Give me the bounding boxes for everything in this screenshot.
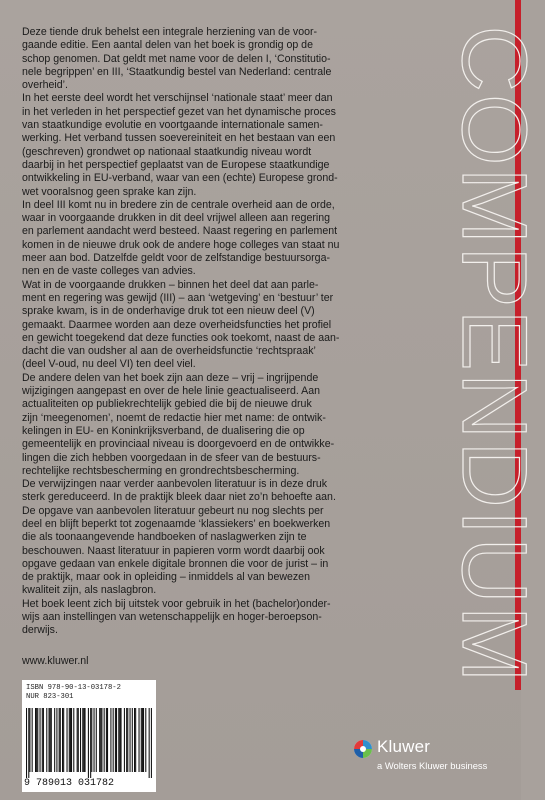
blurb-line: wijs aan instellingen van wetenschappelijk en hoger-beroepson-	[22, 611, 322, 624]
blurb-line: sprake kwam, is in de onderhavige druk tot een nieuw deel (V)	[22, 305, 315, 318]
barcode-bar	[143, 708, 144, 772]
barcode-bar	[85, 708, 86, 772]
blurb-line: wet vooralsnog geen sprake kan zijn.	[22, 185, 197, 198]
publisher-block	[353, 737, 513, 781]
blurb-line: ment en regering was gewijd (III) – aan ‘wetgeving’ en ‘bestuur’ ter	[22, 291, 334, 304]
barcode-bar	[36, 708, 37, 772]
barcode-bar	[134, 708, 135, 772]
blurb-line: (deel V-oud, nu deel VI) ten deel viel.	[22, 358, 196, 371]
barcode-bar	[60, 708, 61, 772]
blurb-line: de praktijk, maar ook in opleiding – inmiddels al van bewezen	[22, 571, 310, 584]
barcode-bar	[59, 708, 60, 772]
blurb-line: in het verleden in het perspectief gezet van het dynamische proces	[22, 105, 336, 118]
barcode-bar	[94, 708, 95, 772]
blurb-line: ontwikkeling in EU-verband, waar van een (echte) Europese grond-	[22, 172, 338, 185]
blurb-line: gaande editie. Een aantal delen van het boek is grondig op de	[22, 39, 313, 52]
barcode-bar	[29, 708, 30, 772]
barcode-bar	[51, 708, 52, 772]
blurb-line: waar in voorgaande drukken in dit deel vrijwel alleen aan regering	[22, 212, 330, 225]
barcode-panel	[22, 680, 156, 792]
barcode-bar	[121, 708, 122, 772]
barcode-bar	[101, 708, 102, 772]
blurb-line: die als toonaangevende handboeken of naslagwerken zijn te	[22, 531, 307, 544]
barcode-bar	[32, 708, 33, 772]
blurb-line: schop genomen. Dat geldt met name voor de delen I, ‘Constitutio-	[22, 52, 331, 65]
barcode-bar	[124, 708, 125, 772]
blurb-line: Het boek leent zich bij uitstek voor gebruik in het (bachelor)onder-	[22, 597, 331, 610]
blurb-line: beschouwen. Naast literatuur in papieren vorm wordt daarbij ook	[22, 544, 325, 557]
barcode-bar	[69, 708, 70, 772]
blurb-line: Wat in de voorgaande drukken – binnen het deel dat aan parle-	[22, 278, 319, 291]
barcode-bar	[28, 708, 29, 778]
barcode-bar	[49, 708, 50, 772]
barcode-bar	[100, 708, 101, 772]
barcode-bar	[56, 708, 57, 772]
barcode-bar	[83, 708, 84, 772]
blurb-line: gemeentelijk en provinciaal niveau is doorgevoerd en de ontwikke-	[22, 438, 335, 451]
barcode-bar	[106, 708, 107, 772]
barcode-bar	[115, 708, 116, 772]
barcode-bar	[142, 708, 143, 772]
blurb-line: werking. Het verband tussen soevereiniteit en het bestaan van een	[22, 132, 336, 145]
blurb-line: Deze tiende druk behelst een integrale herziening van de voor-	[22, 26, 318, 38]
barcode-bar	[132, 708, 133, 772]
barcode-bar	[42, 708, 43, 772]
blurb-line: nele begrippen’ en III, ‘Staatkundig bestel van Nederland: centrale	[22, 65, 332, 78]
barcode-bar	[91, 708, 92, 772]
barcode-bar	[46, 708, 47, 772]
blurb-line: van staatkundige evolutie en voortgaande internationale samen-	[22, 119, 323, 132]
barcode-bar	[26, 708, 27, 778]
barcode-bar	[135, 708, 136, 772]
barcode-bar	[82, 708, 83, 772]
barcode-bar	[119, 708, 120, 772]
blurb-line: komen in de nieuwe druk ook de andere hoge colleges van staat nu	[22, 238, 340, 251]
blurb-line: nen en de vaste colleges van advies.	[22, 265, 196, 278]
barcode-bar	[99, 708, 100, 772]
barcode-image	[26, 708, 152, 778]
barcode-bar	[73, 708, 74, 772]
blurb-line: opgave gedaan van enkele digitale bronnen die voor de jurist – in	[22, 557, 329, 570]
barcode-bar	[96, 708, 97, 772]
barcode-digits: 9 789013 031782	[24, 778, 115, 789]
barcode-bar	[88, 708, 89, 778]
barcode-bar	[90, 708, 91, 778]
barcode-bar	[40, 708, 41, 772]
barcode-bar	[37, 708, 38, 772]
blurb-line: meer aan bod. Datzelfde geldt voor de zelfstandige bestuursorga-	[22, 252, 330, 265]
barcode-bar	[130, 708, 131, 772]
barcode-bar	[67, 708, 68, 772]
publisher-name: Kluwer	[377, 737, 431, 756]
barcode-bar	[149, 708, 150, 778]
barcode-bar	[62, 708, 63, 772]
blurb-line: De verwijzingen naar verder aanbevolen literatuur is in deze druk	[22, 478, 328, 491]
barcode-bar	[118, 708, 119, 772]
barcode-bar	[141, 708, 142, 772]
blurb-line: daarbij in het perspectief geplaatst van de Europese staatkundige	[22, 158, 330, 171]
barcode-bar	[71, 708, 72, 772]
isbn-text: ISBN 978-90-13-03178-2	[26, 684, 121, 692]
barcode-bar	[110, 708, 111, 772]
barcode-bar	[78, 708, 79, 772]
barcode-bar	[43, 708, 44, 772]
blurb-line: kelingen in EU- en Koninkrijksverband, de dualisering die op	[22, 424, 305, 437]
blurb-line: derwijs.	[22, 624, 58, 637]
barcode-bar	[107, 708, 108, 772]
blurb-line: dacht die van oudsher al aan de overheidsfunctie ‘rechtspraak’	[22, 345, 316, 358]
barcode-bar	[50, 708, 51, 772]
barcode-bar	[127, 708, 128, 772]
blurb-line: gemaakt. Daarmee worden aan deze overheidsfuncties het profiel	[22, 318, 332, 331]
blurb-line: In het eerste deel wordt het verschijnsel ‘nationale staat’ meer dan	[22, 92, 333, 105]
blurb-text	[22, 26, 360, 638]
blurb-line: en gewicht toegekend dat deze functies ook toekomt, naast de aan-	[22, 331, 340, 344]
blurb-line: De opgave van aanbevolen literatuur gebeurt nu nog slechts per	[22, 504, 324, 517]
blurb-line: kwaliteit zijn, als naslagbron.	[22, 584, 157, 597]
barcode-bar	[54, 708, 55, 772]
barcode-bar	[104, 708, 105, 772]
barcode-bar	[35, 708, 36, 772]
blurb-line: De andere delen van het boek zijn aan deze – vrij – ingrijpende	[22, 371, 319, 384]
blurb-line: In deel III komt nu in bredere zin de centrale overheid aan de orde,	[22, 198, 335, 211]
barcode-bar	[63, 708, 64, 772]
nur-text: NUR 823-301	[26, 693, 74, 701]
barcode-bar	[126, 708, 127, 772]
publisher-tagline: a Wolters Kluwer business	[377, 760, 488, 771]
blurb-line: (geschreven) grondwet op nationaal staatkundig niveau wordt	[22, 145, 312, 158]
blurb-line: wijzigingen aangepast en over de hele linie geactualiseerd. Aan	[22, 385, 321, 398]
blurb-line: en parlement aandacht werd besteed. Naast regering en parlement	[22, 225, 338, 238]
barcode-bar	[80, 708, 81, 772]
blurb-line: actualiteiten op publiekrechtelijk gebied die bij de nieuwe druk	[22, 398, 312, 411]
barcode-bar	[139, 708, 140, 772]
blurb-line: zijn ‘meegenomen’, noemt de redactie hier met name: de ontwik-	[22, 411, 326, 424]
blurb-line: sterk gereduceerd. In de praktijk bleek daar niet zo’n behoefte aan.	[22, 491, 336, 504]
cover-title-vertical: COMPENDIUM	[443, 25, 545, 685]
barcode-bar	[116, 708, 117, 772]
barcode-bar	[113, 708, 114, 772]
kluwer-logo-icon	[353, 739, 373, 759]
blurb-line: rechtelijke rechtsbescherming en grondrechtsbescherming.	[22, 464, 300, 477]
barcode-bar	[145, 708, 146, 772]
website-link[interactable]: www.kluwer.nl	[22, 655, 89, 667]
blurb-line: deel en blijft beperkt tot zogenaamde ‘klassiekers’ en boekwerken	[22, 517, 331, 530]
barcode-bar	[77, 708, 78, 772]
barcode-bar	[151, 708, 152, 778]
blurb-line: lingen die zich hebben voorgedaan in de sfeer van de bestuurs-	[22, 451, 321, 464]
barcode-bar	[70, 708, 71, 772]
blurb-line: overheid’.	[22, 79, 68, 92]
